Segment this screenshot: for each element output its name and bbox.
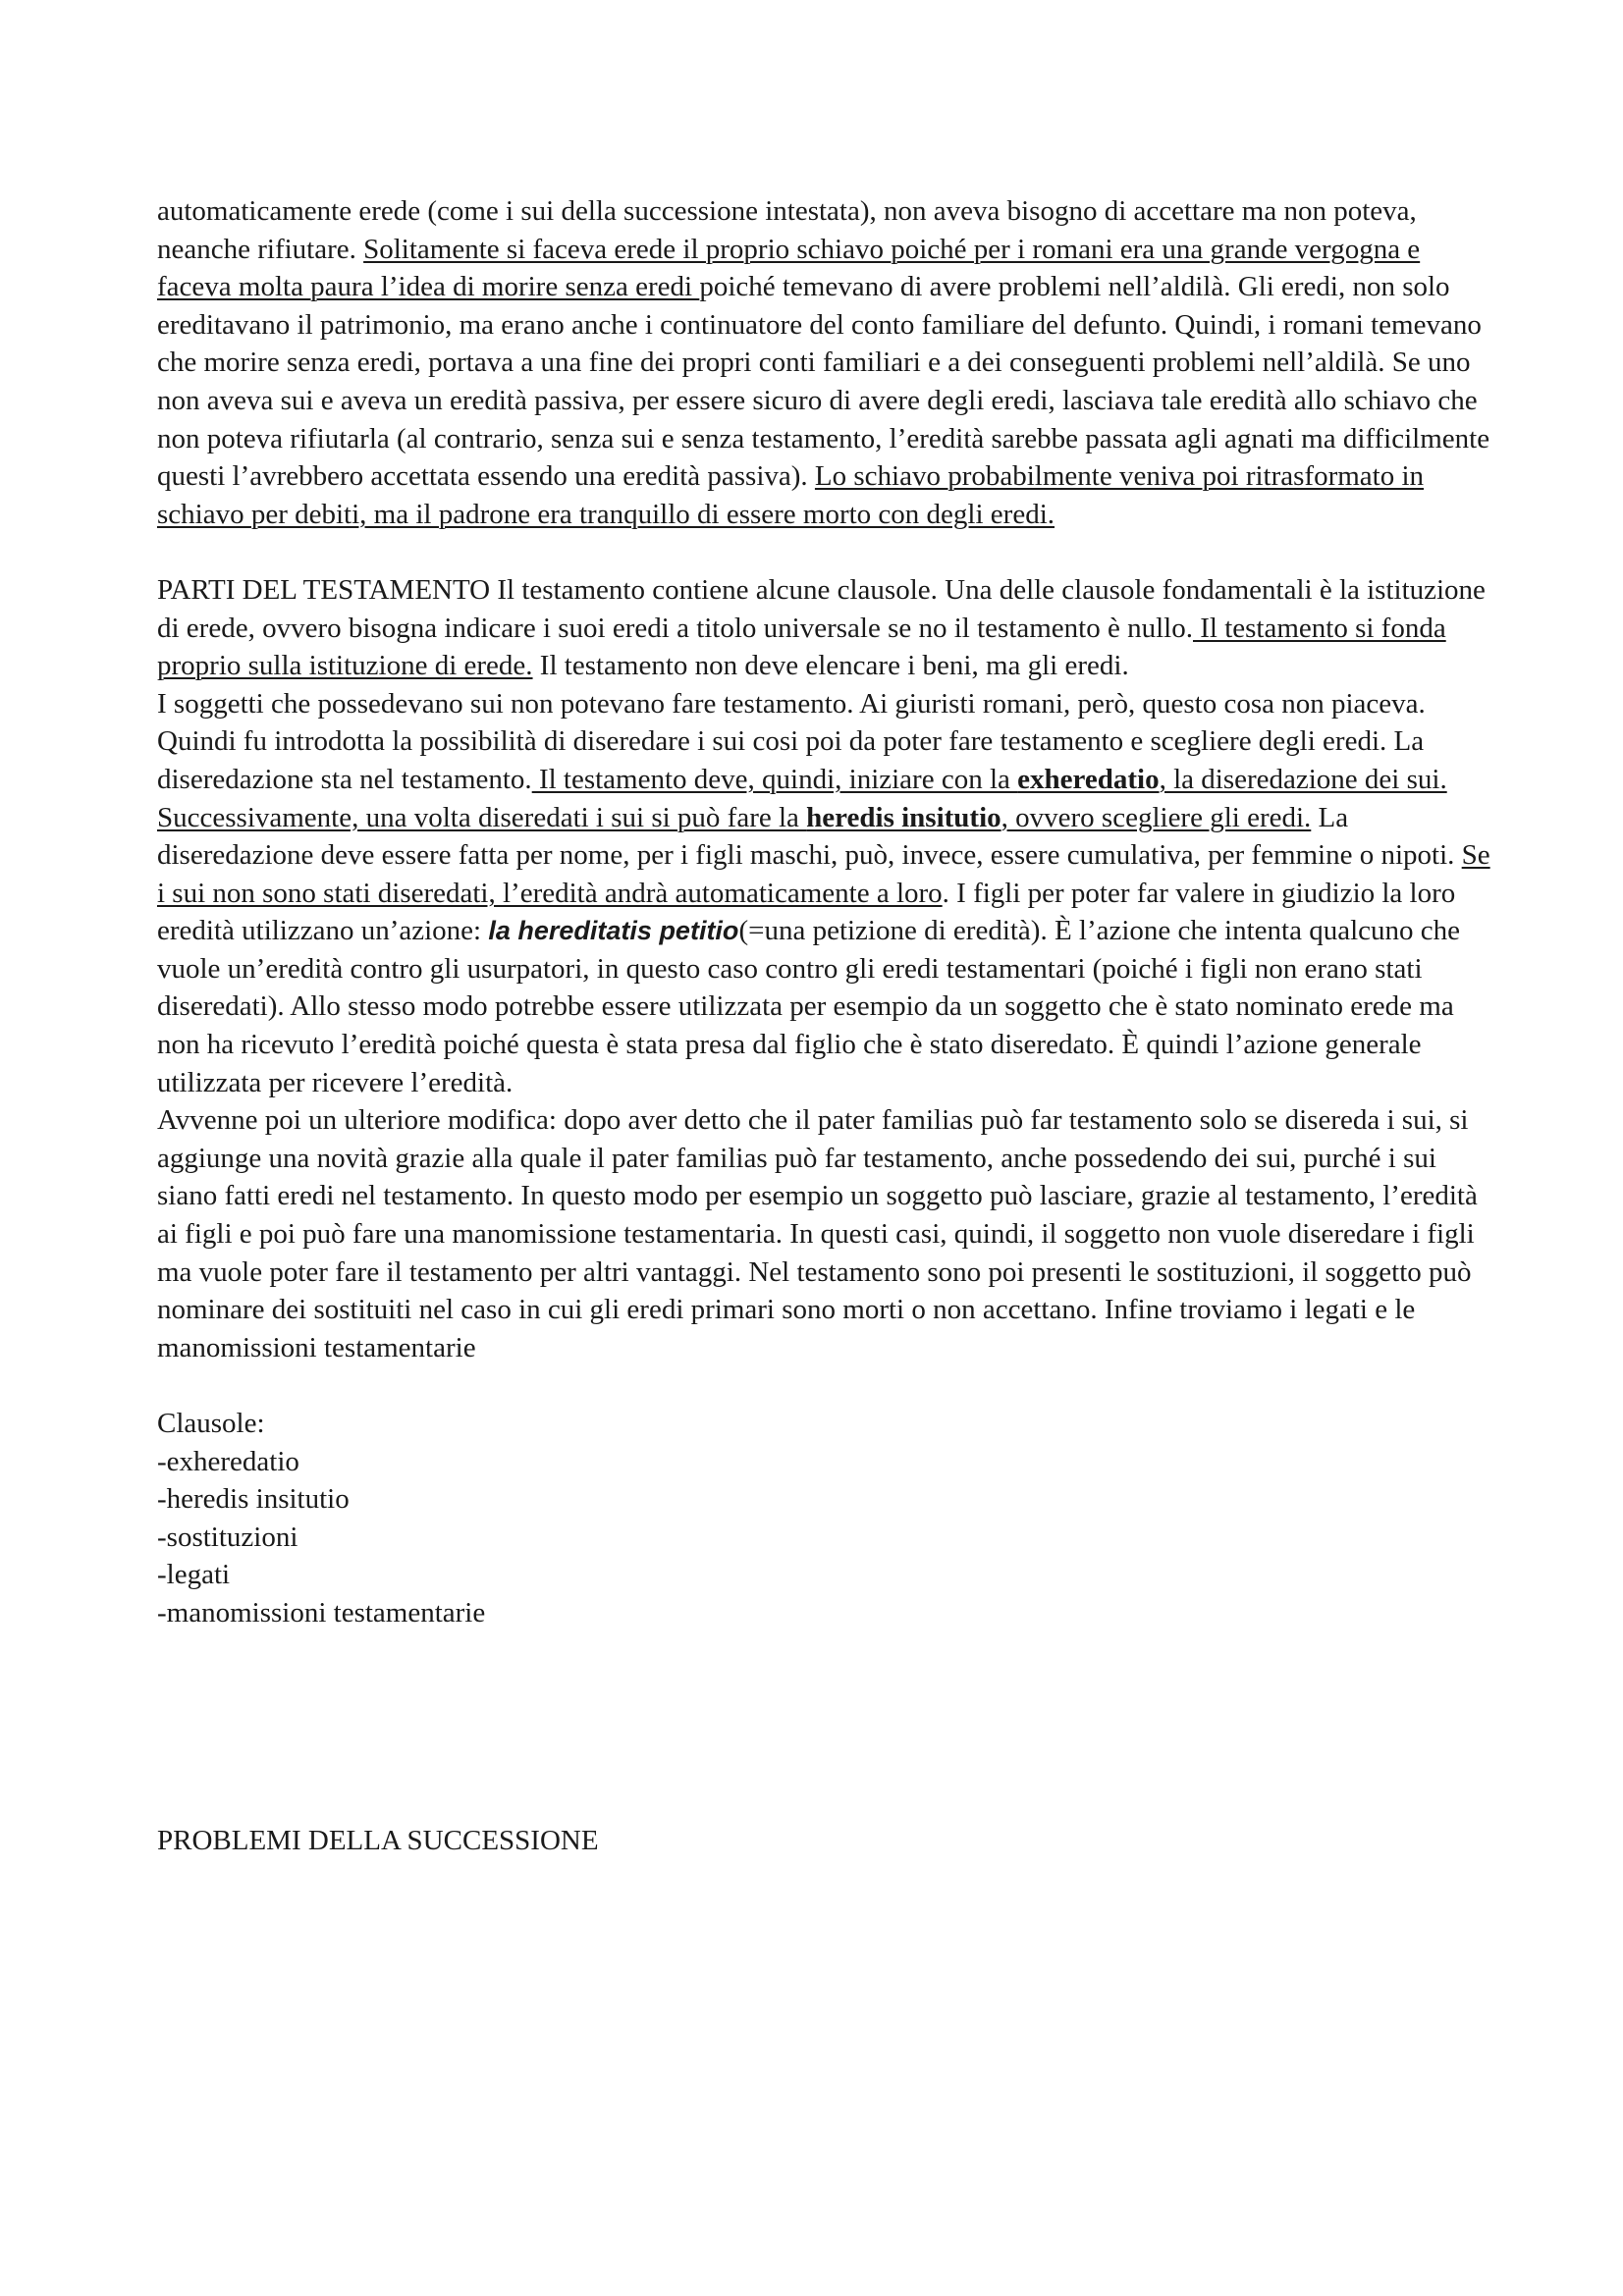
section-gap xyxy=(157,1632,1492,1822)
bold-term-heredis-insitutio: heredis insitutio xyxy=(806,801,1001,833)
text-run: Il testamento non deve elencare i beni, ma gli eredi. xyxy=(532,650,1129,682)
list-item: -manomissioni testamentarie xyxy=(157,1596,486,1629)
bold-italic-term-hereditatis-petitio: la hereditatis petitio xyxy=(488,916,739,946)
text-run: poiché temevano di avere problemi nell’aldilà. Gli eredi, non solo ereditavano il patrimonio, ma erano anche i continuatore del conto familiare del defunto. Quindi, i romani temevano che morire senza eredi, portava a una fine dei propri conti familiari e a dei conseguenti problemi nell’aldilà. Se uno non aveva sui e aveva un eredità passiva, per essere sicuro di avere degli eredi, lasciava tale eredità allo schiavo che non poteva rifiutarla (al contrario, senza sui e senza testamento, l’eredità sarebbe passata agli agnati ma difficilmente questi l’avrebbero accettata essendo una eredità passiva). xyxy=(157,271,1490,493)
paragraph-diseredazione xyxy=(157,685,1492,1102)
list-item: -exheredatio xyxy=(157,1445,299,1477)
paragraph-parti-testamento xyxy=(157,571,1492,685)
text-run: . I figli per poter far valere in giudizio la loro eredità utilizzano un’azione: xyxy=(157,877,1456,947)
underlined-text: Il testamento deve, quindi, iniziare con la xyxy=(531,763,1018,795)
underlined-text: Se i sui non sono stati diseredati, l’eredità andrà automaticamente a loro xyxy=(157,839,1490,909)
underlined-text: , ovvero scegliere gli eredi. xyxy=(1001,801,1312,833)
underlined-text: Solitamente si faceva erede il proprio schiavo poiché per i romani era una grande vergogna e faceva molta paura l’idea di morire senza eredi xyxy=(157,233,1421,303)
bold-term-exheredatio: exheredatio xyxy=(1017,763,1160,795)
text-run: PARTI DEL TESTAMENTO Il testamento contiene alcune clausole. Una delle clausole fondamentali è la istituzione di erede, ovvero bisogna indicare i suoi eredi a titolo universale se no il testamento è nullo. xyxy=(157,573,1486,644)
underlined-text: Il testamento si fonda proprio sulla istituzione di erede. xyxy=(157,612,1446,682)
section-heading-problemi-successione: PROBLEMI DELLA SUCCESSIONE xyxy=(157,1824,599,1856)
clausole-heading: Clausole: xyxy=(157,1408,265,1439)
underlined-text: Lo schiavo probabilmente veniva poi ritrasformato in schiavo per debiti, ma il padrone era tranquillo di essere morto con degli eredi. xyxy=(157,460,1425,530)
clausole-list xyxy=(157,1405,1492,1632)
text-run: Avvenne poi un ulteriore modifica: dopo aver detto che il pater familias può far testamento solo se disereda i sui, si aggiunge una novità grazie alla quale il pater familias può far testamento, anche possedendo dei sui, purché i sui siano fatti eredi nel testamento. In questo modo per esempio un soggetto può lasciare, grazie al testamento, l’eredità ai figli e poi può fare una manomissione testamentaria. In questi casi, quindi, il soggetto non vuole diseredare i figli ma vuole poter fare il testamento per altri vantaggi. Nel testamento sono poi presenti le sostituzioni, il soggetto può nominare dei sostituiti nel caso in cui gli eredi primari sono morti o non accettano. Infine troviamo i legati e le manomissioni testamentarie xyxy=(157,1104,1478,1363)
list-item: -legati xyxy=(157,1559,231,1591)
text-run: (=una petizione di eredità). È l’azione che intenta qualcuno che vuole un’eredità contro gli usurpatori, in questo caso contro gli eredi testamentari (poiché i figli non erano stati diseredati). Allo stesso modo potrebbe essere utilizzata per esempio da un soggetto che è stato nominato erede ma non ha ricevuto l’eredità poiché questa è stata presa dal figlio che è stato diseredato. È quindi l’azione generale utilizzata per ricevere l’eredità. xyxy=(157,915,1461,1098)
list-item: -sostituzioni xyxy=(157,1521,298,1553)
paragraph-ulteriore-modifica xyxy=(157,1101,1492,1366)
paragraph-gap xyxy=(157,533,1492,571)
text-run: automaticamente erede (come i sui della successione intestata), non aveva bisogno di accettare ma non poteva, neanche rifiutare. xyxy=(157,195,1417,265)
text-run: La diseredazione deve essere fatta per nome, per i figli maschi, può, invece, essere cumulativa, per femmine o nipoti. xyxy=(157,801,1462,872)
text-run: I soggetti che possedevano sui non potevano fare testamento. Ai giuristi romani, però, questo cosa non piaceva. Quindi fu introdotta la possibilità di diseredare i sui cosi poi da poter fare testamento e scegliere degli eredi. La diseredazione sta nel testamento. xyxy=(157,687,1426,795)
document-page xyxy=(157,192,1492,1859)
list-item: -heredis insitutio xyxy=(157,1483,350,1516)
paragraph-gap xyxy=(157,1366,1492,1405)
underlined-text: , la diseredazione dei sui. Successivamente, una volta diseredati i sui si può fare la xyxy=(157,763,1447,833)
paragraph-successione-schiavo xyxy=(157,192,1492,533)
